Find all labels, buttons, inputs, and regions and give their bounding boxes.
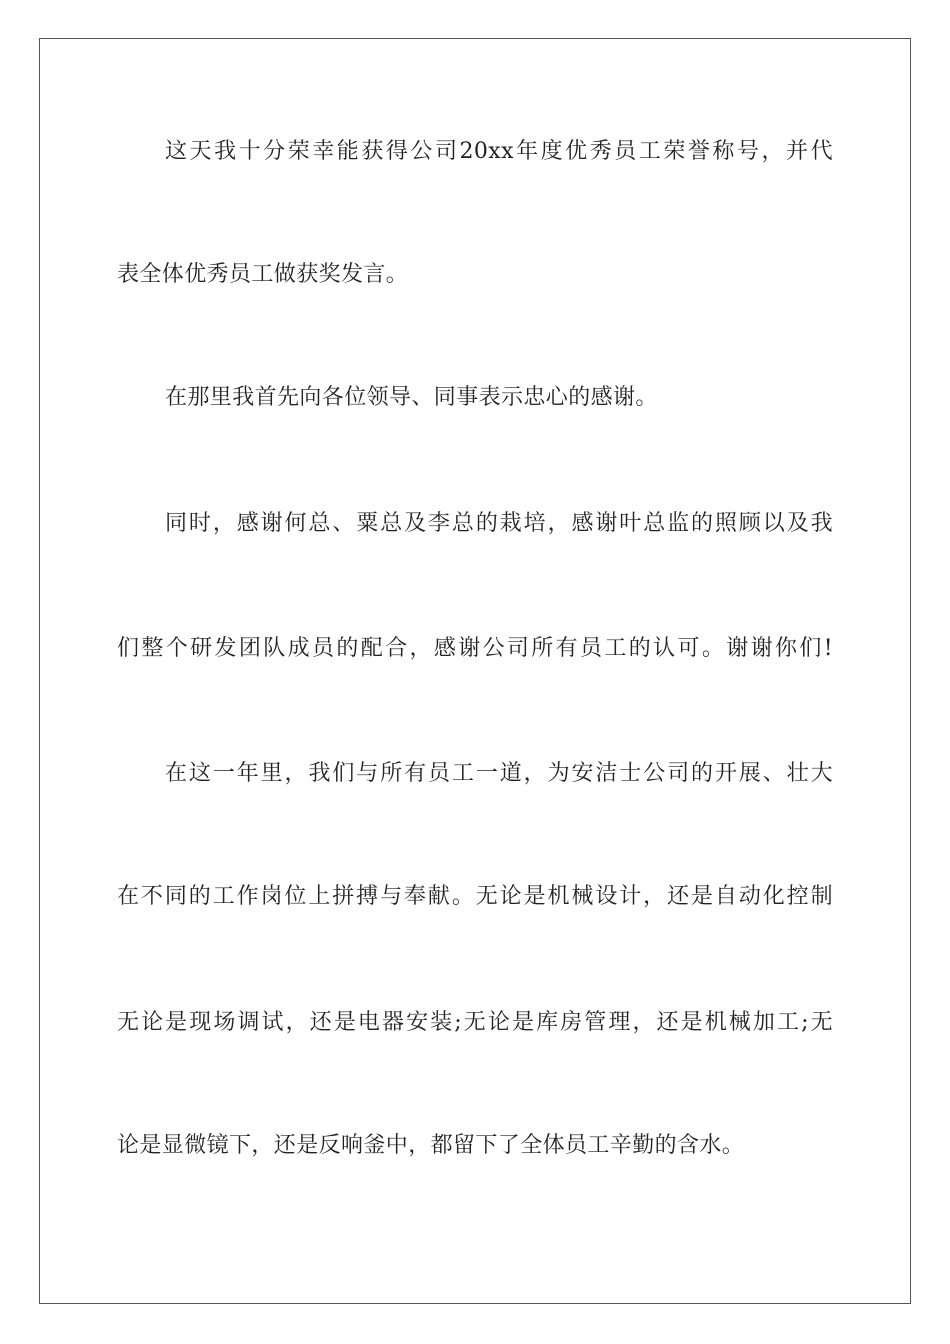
paragraph-3-line-1: 同时，感谢何总、粟总及李总的栽培，感谢叶总监的照顾以及我 (165, 511, 833, 536)
paragraph-1-line-2: 表全体优秀员工做获奖发言。 (117, 262, 409, 287)
paragraph-1-line-1: 这天我十分荣幸能获得公司20xx年度优秀员工荣誉称号，并代 (165, 139, 833, 164)
paragraph-3-line-2: 们整个研发团队成员的配合，感谢公司所有员工的认可。谢谢你们! (117, 636, 833, 661)
paragraph-4-line-2: 在不同的工作岗位上拼搏与奉献。无论是机械设计，还是自动化控制 (117, 884, 833, 909)
page-border (39, 38, 911, 1304)
paragraph-2-line-1: 在那里我首先向各位领导、同事表示忠心的感谢。 (165, 385, 658, 410)
paragraph-4-line-1: 在这一年里，我们与所有员工一道，为安洁士公司的开展、壮大 (165, 761, 833, 786)
paragraph-4-line-3: 无论是现场调试，还是电器安装;无论是库房管理，还是机械加工;无 (117, 1010, 833, 1035)
paragraph-4-line-4: 论是显微镜下，还是反响釜中，都留下了全体员工辛勤的含水。 (117, 1133, 745, 1158)
